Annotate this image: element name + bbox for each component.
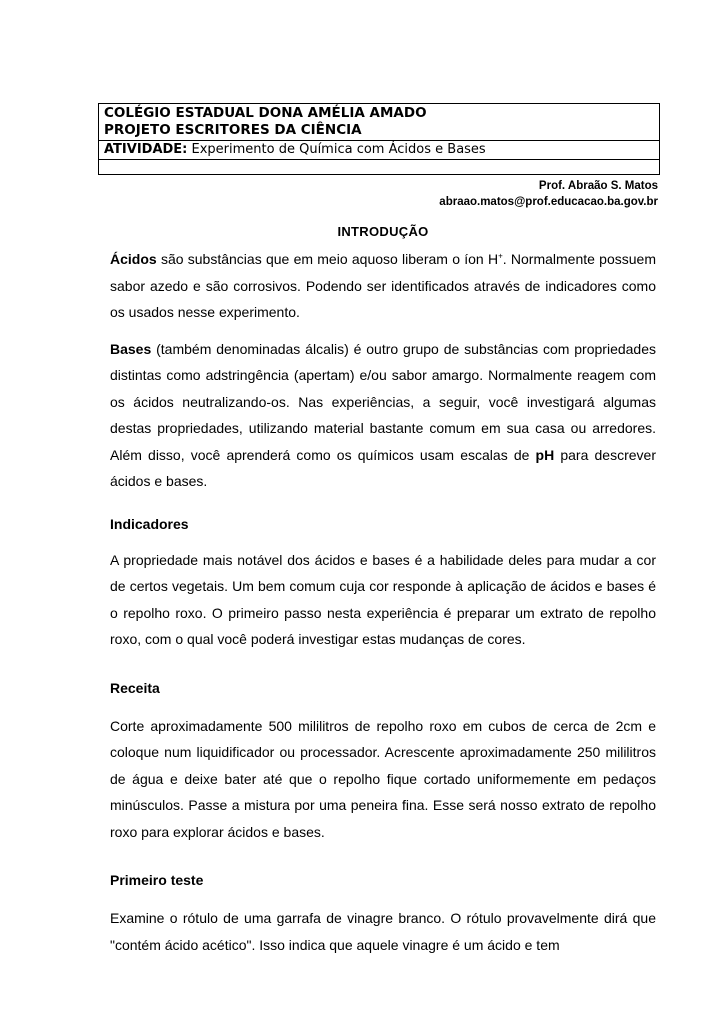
activity-label: ATIVIDADE: — [104, 142, 188, 157]
ph-term: pH — [535, 446, 555, 463]
acidos-text-2: . Normalmente possuem sabor azedo e são corrosivos. Podendo ser identificados através de indicadores como os usados nesse experimento. — [110, 251, 656, 320]
author-name: Prof. Abraão S. Matos — [538, 180, 658, 192]
author-block — [439, 178, 658, 210]
page-title: INTRODUÇÃO — [337, 224, 429, 239]
section-title-primeiro-teste: Primeiro teste — [110, 872, 204, 888]
indicadores-paragraph: A propriedade mais notável dos ácidos e bases é a habilidade deles para mudar a cor de certos vegetais. Um bem comum cuja cor responde à aplicação de ácidos e bases é o repolho roxo. O primeiro passo nesta experiência é preparar um extrato de repolho roxo, com o qual você poderá investigar estas mudanças de cores. — [110, 551, 656, 647]
receita-paragraph: Corte aproximadamente 500 mililitros de repolho roxo em cubos de cerca de 2cm e coloque num liquidificador ou processador. Acrescente aproximadamente 250 mililitros de água e deixe bater até que o repolho fique cortado uniformemente em pedaços minúsculos. Passe a mistura por uma peneira fina. Esse será nosso extrato de repolho roxo para explorar ácidos e bases. — [110, 717, 656, 840]
acidos-term: Ácidos — [110, 251, 157, 267]
section-title-receita: Receita — [110, 679, 160, 696]
activity-value: Experimento de Química com Ácidos e Bases — [187, 142, 486, 157]
acidos-superscript: + — [498, 251, 503, 261]
bases-text-1: (também denominadas álcalis) é outro grupo de substâncias com propriedades distintas como adstringência (apertam) e/ou sabor amargo. Normalmente reagem com os ácidos neutralizando-os. Nas experiências, a seguir, você investigará algumas destas propriedades, utilizando material bastante comum em sua casa ou arredores. Além disso, você aprenderá como os químicos usam escalas de — [110, 340, 656, 463]
activity-line — [99, 141, 659, 158]
header-box — [98, 103, 660, 175]
acidos-paragraph — [110, 246, 656, 326]
bases-text-2: para descrever ácidos e bases. — [110, 446, 656, 489]
project-name: PROJETO ESCRITORES DA CIÊNCIA — [104, 122, 362, 138]
primeiro-teste-paragraph: Examine o rótulo de uma garrafa de vinagre branco. O rótulo provavelmente dirá que "contém ácido acético". Isso indica que aquele vinagre é um ácido e tem — [110, 910, 656, 953]
bases-paragraph — [110, 336, 656, 495]
document-body — [110, 222, 656, 958]
author-email: abraao.matos@prof.educacao.ba.gov.br — [439, 196, 658, 208]
bases-term: Bases — [110, 340, 152, 357]
school-name: COLÉGIO ESTADUAL DONA AMÉLIA AMADO — [104, 105, 427, 121]
header-divider-bottom — [99, 159, 659, 160]
section-title-indicadores: Indicadores — [110, 515, 189, 532]
acidos-text-1: são substâncias que em meio aquoso liberam o íon H — [156, 251, 499, 267]
